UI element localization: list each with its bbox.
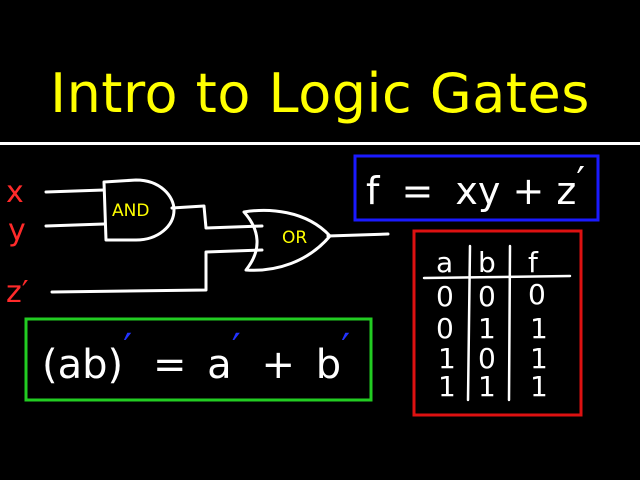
- wire-or-out: [328, 234, 388, 236]
- truth-table-header-a: a: [436, 246, 454, 279]
- expression-rhs-prime: ′: [576, 159, 585, 203]
- demorgan-term-b-prime: ′: [341, 326, 351, 372]
- demorgan-term-b: b: [315, 342, 342, 388]
- input-label-y: y: [8, 213, 26, 248]
- expression-equals: =: [401, 169, 434, 213]
- table-row: [438, 370, 548, 403]
- demorgan-plus: +: [261, 342, 296, 388]
- demorgan-lhs-prime: ′: [123, 326, 133, 372]
- boolean-expression: [355, 156, 598, 220]
- input-label-z-prime: z′: [6, 275, 29, 310]
- input-label-x: x: [6, 175, 24, 210]
- page-title: Intro to Logic Gates: [50, 62, 590, 125]
- wire-z-prime: [52, 250, 262, 292]
- demorgan-equals: =: [152, 342, 187, 388]
- table-cell-a: 0: [436, 280, 454, 313]
- table-cell-f: 1: [530, 370, 548, 403]
- expression-text: [366, 159, 585, 213]
- table-cell-b: 0: [478, 342, 496, 375]
- table-cell-f: 1: [530, 342, 548, 375]
- table-cell-a: 1: [438, 370, 456, 403]
- demorgan-term-a: a: [207, 342, 232, 388]
- truth-table-col-divider-2: [509, 246, 510, 400]
- table-cell-f: 0: [528, 278, 546, 311]
- table-cell-b: 0: [478, 280, 496, 313]
- or-gate: [244, 210, 330, 270]
- demorgan-lhs: (ab): [42, 342, 124, 388]
- wire-y: [46, 224, 104, 226]
- demorgan-text: [42, 326, 350, 388]
- or-gate-label: OR: [282, 228, 308, 248]
- and-gate: [104, 180, 174, 240]
- wire-x: [46, 190, 104, 192]
- table-cell-f: 1: [530, 312, 548, 345]
- demorgan-law: [26, 319, 371, 400]
- truth-table-header-b: b: [478, 246, 496, 279]
- truth-table: [414, 231, 581, 415]
- table-cell-a: 1: [438, 342, 456, 375]
- and-gate-label: AND: [112, 201, 150, 221]
- demorgan-term-a-prime: ′: [231, 326, 241, 372]
- circuit-wires: [46, 190, 388, 292]
- truth-table-header-f: f: [528, 246, 538, 279]
- expression-rhs: xy + z: [455, 169, 577, 213]
- table-cell-a: 0: [436, 312, 454, 345]
- expression-f: f: [366, 169, 380, 213]
- table-row: [436, 278, 546, 313]
- table-row: [436, 312, 548, 345]
- table-cell-b: 1: [478, 370, 496, 403]
- table-cell-b: 1: [478, 312, 496, 345]
- truth-table-col-divider-1: [468, 246, 470, 400]
